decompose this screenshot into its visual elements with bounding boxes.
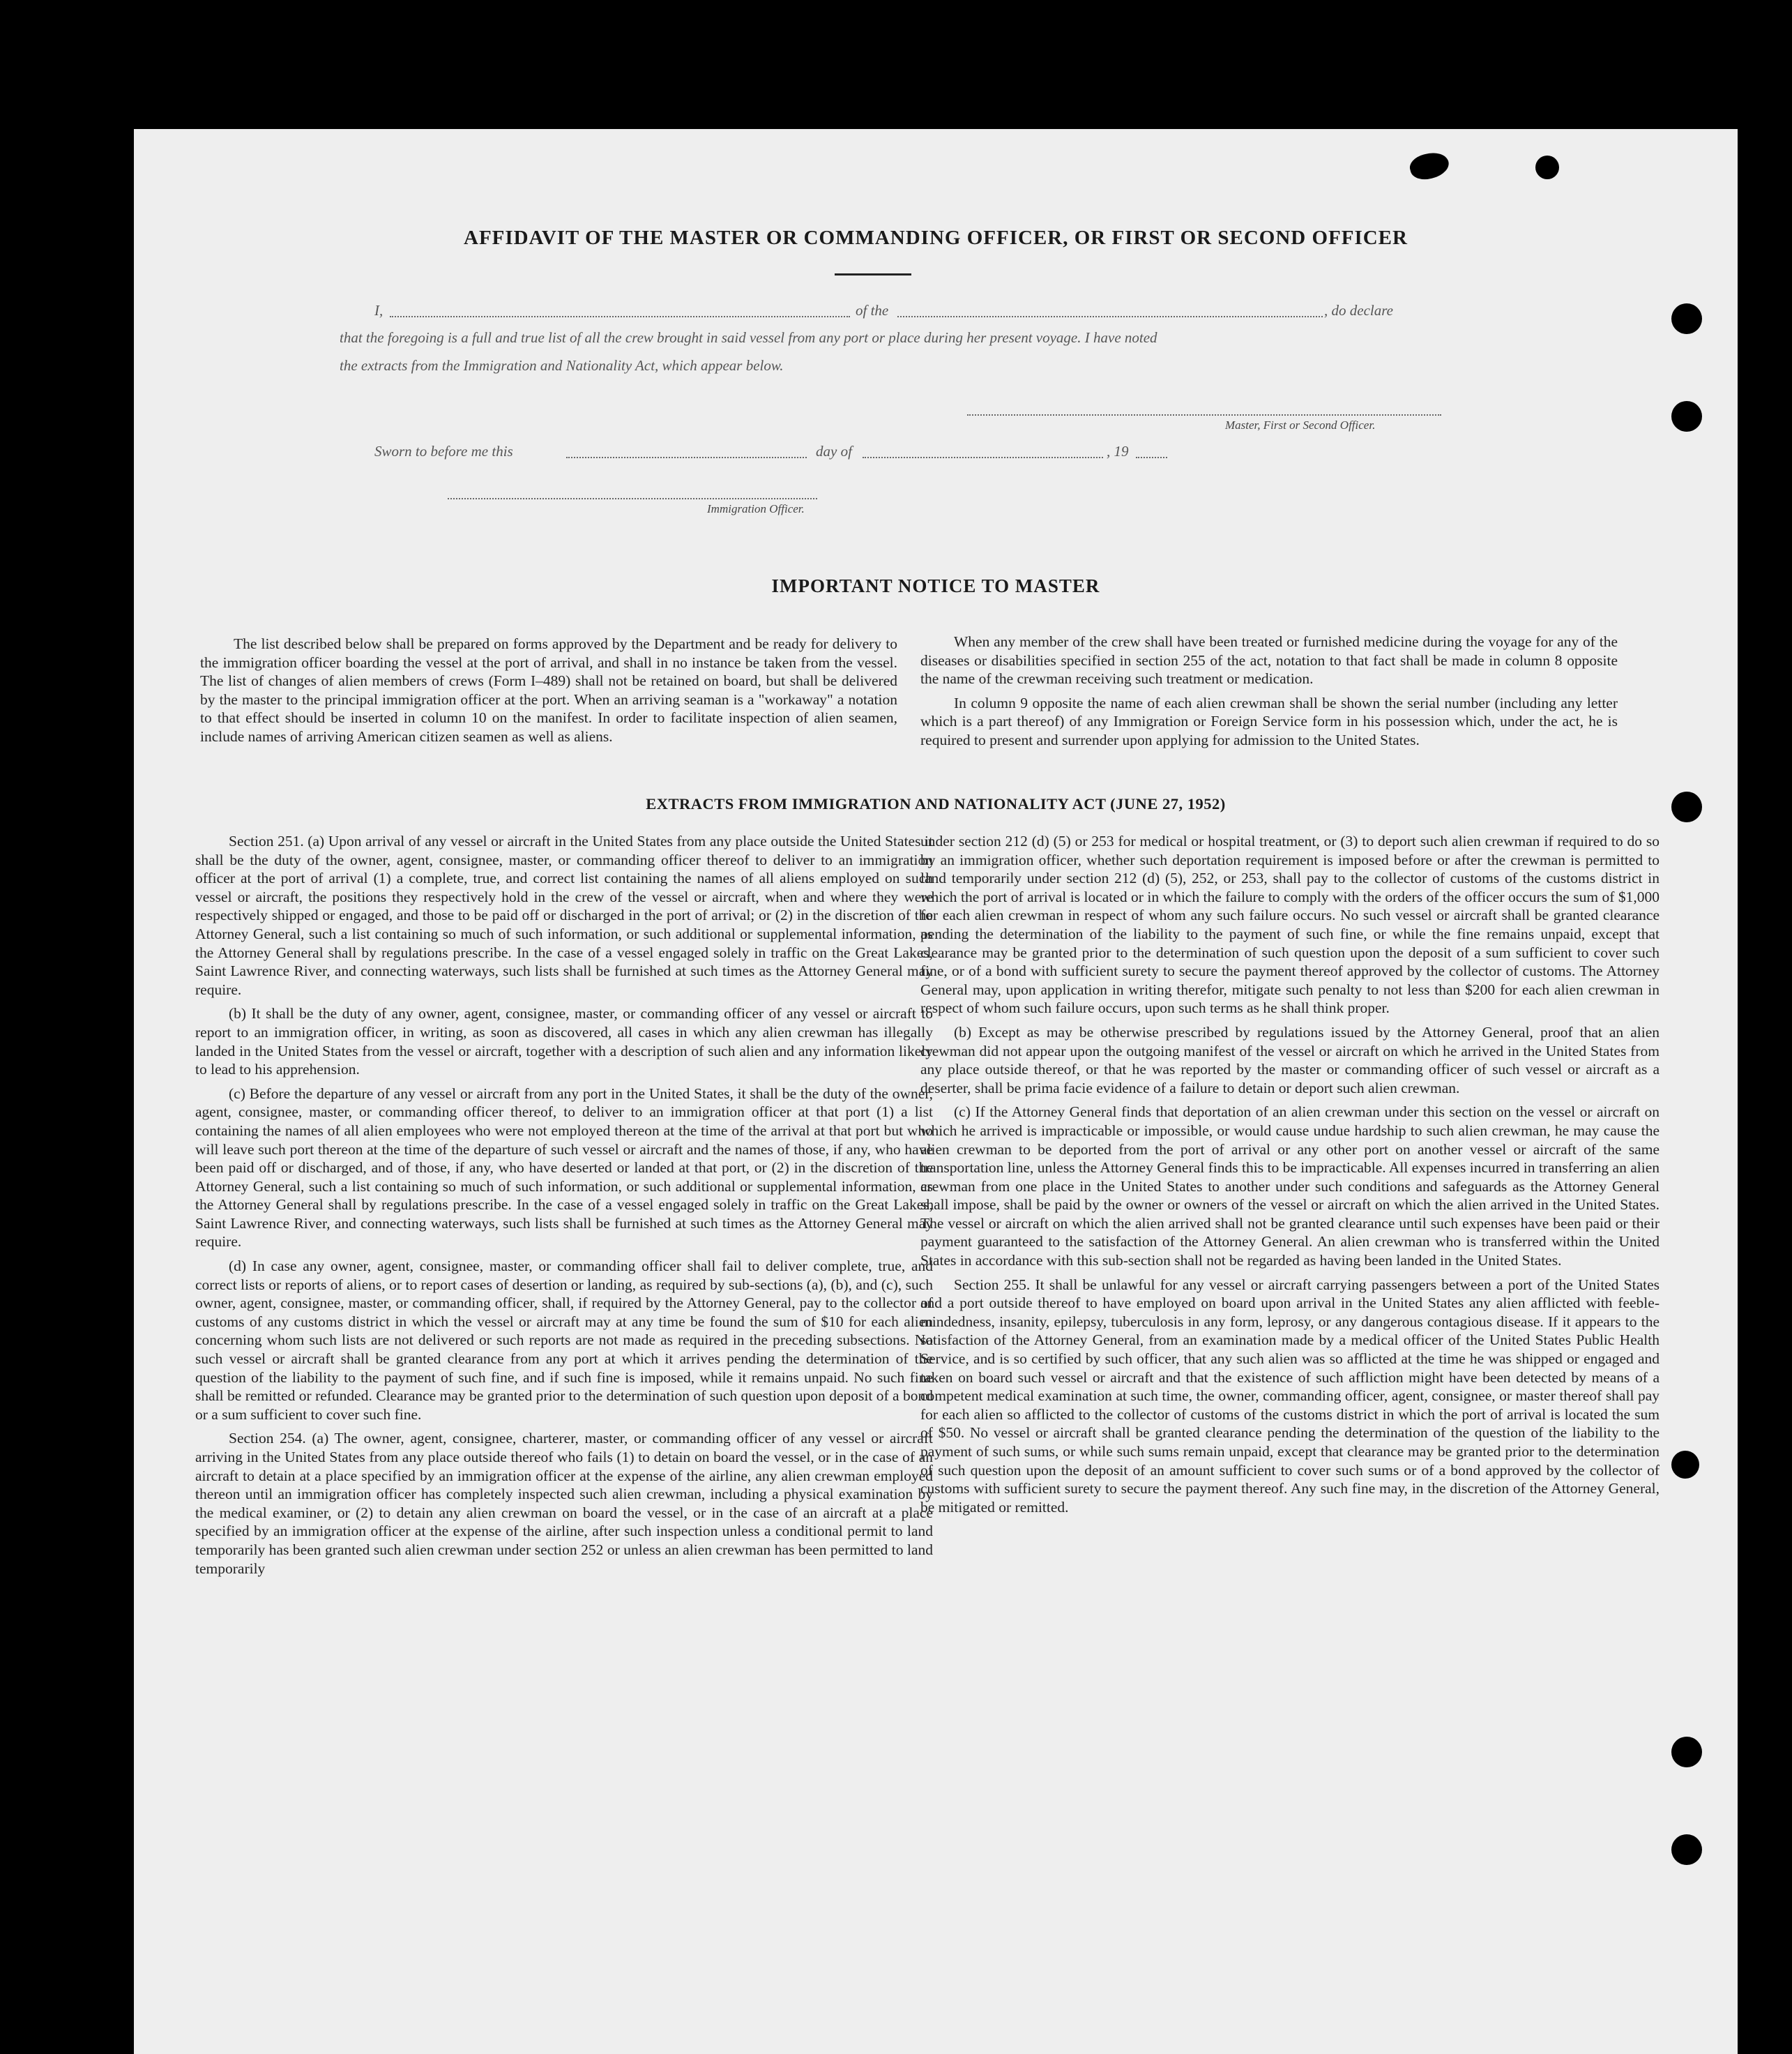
master-caption: Master, First or Second Officer. xyxy=(1225,418,1376,432)
notice-left xyxy=(200,635,897,752)
notice-right-paragraph-2: In column 9 opposite the name of each alien crewman shall be shown the serial number (including any letter which is a part thereof) of any Immigration or Foreign Service form in his possession which, under the act, he is required to present and surrender upon applying for admission to the United States. xyxy=(920,694,1618,748)
notice-right-paragraph-1: When any member of the crew shall have been treated or furnished medicine during the voyage for any of the diseases or disabilities specified in section 255 of the act, notation to that fact shall be made in column 8 opposite the name of the crewman receiving such treatment or medication. xyxy=(920,633,1618,688)
sworn-line xyxy=(374,443,1351,464)
declaration-line-1: that the foregoing is a full and true list of all the crew brought in said vessel from any port or place during her present voyage. I have noted xyxy=(340,329,1157,346)
section-254-c: (c) If the Attorney General finds that deportation of an alien crewman under this section on the vessel or aircraft on which he arrived is impracticable or impossible, or would cause undue hardship to such alien crewman, he may cause the alien crewman to be deported from the port of arrival or any other port on another vessel or aircraft of the same transportation line, unless the Attorney General finds this to be impracticable. All expenses incurred in transferring an alien crewman from one place in the United States to another under such conditions and safeguards as the Attorney General shall impose, shall be paid by the owner or owners of the vessel or aircraft on which the alien arrived in the United States. The vessel or aircraft on which the alien arrived shall not be granted clearance until such expenses have been paid or their payment guaranteed to the satisfaction of the Attorney General. An alien crewman who is transferred within the United States in accordance with this sub-section shall not be regarded as having been landed in the United States. xyxy=(920,1103,1660,1269)
section-254-b: (b) Except as may be otherwise prescribed by regulations issued by the Attorney General, proof that an alien crewman did not appear upon the outgoing manifest of the vessel or aircraft on which he arrived in the United States from any place outside thereof, or that he was reported by the master or commanding officer of such vessel or aircraft as a deserter, shall be prima facie evidence of a failure to detain or deport such alien crewman. xyxy=(920,1023,1660,1096)
document-page xyxy=(134,129,1738,2054)
declarant-line xyxy=(374,302,1588,323)
sworn-year-field[interactable] xyxy=(1136,443,1167,458)
year-label: , 19 xyxy=(1107,443,1129,460)
punch-hole xyxy=(1671,1737,1702,1767)
section-251-c: (c) Before the departure of any vessel or aircraft from any port in the United States, it shall be the duty of the owner, agent, consignee, master, or commanding officer thereof, to deliver to an immigration officer at that port (1) a list containing the names of all alien employees who were not employed thereon at the time of the arrival at that port but who will leave such port thereon at the time of the departure of such vessel or aircraft and the names of those, if any, who have been paid off or discharged, and of those, if any, who have deserted or landed at that port, or (2) in the discretion of the Attorney General, such a list containing so much of such information, or such additional or supplemental information, as the Attorney General shall by regulations prescribe. In the case of a vessel engaged solely in traffic on the Great Lakes, Saint Lawrence River, and connecting waterways, such lists shall be furnished at such times as the Attorney General may require. xyxy=(195,1085,933,1251)
notice-title: IMPORTANT NOTICE TO MASTER xyxy=(771,575,1100,596)
section-254-a-continued: under section 212 (d) (5) or 253 for medical or hospital treatment, or (3) to deport such alien crewman if required to do so by an immigration officer, whether such deportation requirement is imposed before or after the crewman is permitted to land temporarily under section 212 (d) (5), 252, or 253, shall pay to the collector of customs of the customs district in which the port of arrival is located or in which the failure to comply with the orders of the officer occurs the sum of $1,000 for each alien crewman in respect of whom any such failure occurs. No such vessel or aircraft shall be granted clearance pending the determination of the liability to the payment of such fine, or while the fine remains unpaid, except that clearance may be granted prior to the determination of such question upon the deposit of a sum sufficient to cover such fine, or of a bond with sufficient surety to secure the payment thereof approved by the collector of customs. The Attorney General may, upon application in writing therefor, mitigate such penalty to not less than $200 for each alien crewman in respect of whom such failure occurs, upon such terms as he shall think proper. xyxy=(920,833,1660,1017)
section-254-a: Section 254. (a) The owner, agent, consignee, charterer, master, or commanding officer of any vessel or aircraft arriving in the United States from any place outside thereof who fails (1) to detain on board the vessel, or in the case of an aircraft to detain at a place specified by an immigration officer at the expense of the airline, any alien crewman employed thereon until an immigration officer has completely inspected such alien crewman, including a physical examination by the medical examiner, or (2) to detain any alien crewman on board the vessel, or in the case of an aircraft at a place specified by an immigration officer at the expense of the airline, after such inspection unless a conditional permit to land temporarily has been granted such alien crewman under section 252 or unless an alien crewman has been permitted to land temporarily xyxy=(195,1430,933,1577)
punch-hole xyxy=(1671,1451,1699,1479)
extracts-title: EXTRACTS FROM IMMIGRATION AND NATIONALITY ACT (JUNE 27, 1952) xyxy=(646,795,1226,813)
master-signature-field[interactable] xyxy=(967,411,1441,416)
sworn-day-field[interactable] xyxy=(566,443,807,458)
punch-hole xyxy=(1671,303,1702,334)
do-declare-label: , do declare xyxy=(1324,302,1393,319)
section-251-d: (d) In case any owner, agent, consignee, master, or commanding officer shall fail to deliver complete, true, and correct lists or reports of aliens, or to report cases of desertion or landing, as required by sub-sections (a), (b), and (c), such owner, agent, consignee, master, or commanding officer, shall, if required by the Attorney General, pay to the collector of customs of any customs district in which the vessel or aircraft may at any time be found the sum of $10 for each alien concerning whom such lists are not delivered or such reports are not made as required in the preceding subsections. No such vessel or aircraft shall be granted clearance from any port at which it arrives pending the determination of the question of the liability to the payment of such fine, and if such fine is imposed, while it remains unpaid. No such fine shall be remitted or refunded. Clearance may be granted prior to the determination of such question upon deposit of a bond or a sum sufficient to cover such fine. xyxy=(195,1258,933,1423)
extracts-right-column xyxy=(920,832,1660,1522)
title-divider xyxy=(835,273,911,275)
i-label: I, xyxy=(374,302,384,319)
punch-hole xyxy=(1671,1834,1702,1865)
declarant-name-field[interactable] xyxy=(390,302,850,317)
sworn-month-field[interactable] xyxy=(863,443,1103,458)
section-251-a: Section 251. (a) Upon arrival of any vessel or aircraft in the United States from any place outside the United States it shall be the duty of the owner, agent, consignee, master, or commanding officer thereof to deliver to an immigration officer at the port of arrival (1) a complete, true, and correct list containing the names of all aliens employed on such vessel or aircraft, the positions they respectively hold in the crew of the vessel or aircraft, when and where they were respectively shipped or engaged, and those to be paid off or discharged in the port of arrival; or (2) in the discretion of the Attorney General, such a list containing so much of such information, or such additional or supplemental information, as the Attorney General shall by regulations prescribe. In the case of a vessel engaged solely in traffic on the Great Lakes, Saint Lawrence River, and connecting waterways, such lists shall be furnished at such times as the Attorney General may require. xyxy=(195,833,933,998)
day-of-label: day of xyxy=(816,443,852,460)
notice-left-paragraph: The list described below shall be prepared on forms approved by the Department and be ready for delivery to the immigration officer boarding the vessel at the port of arrival, and shall in no instance be taken from the vessel. The list of changes of alien members of crews (Form I–489) shall not be retained on board, but shall be delivered by the master to the principal immigration officer at the port. When an arriving seaman is a "workaway" a notation to that effect should be inserted in column 10 on the manifest. In order to facilitate inspection of alien seamen, include names of arriving American citizen seamen as well as aliens. xyxy=(200,635,897,745)
affidavit-title: AFFIDAVIT OF THE MASTER OR COMMANDING OFFICER, OR FIRST OR SECOND OFFICER xyxy=(464,227,1408,249)
section-255: Section 255. It shall be unlawful for any vessel or aircraft carrying passengers between a port of the United States and a port outside thereof to have employed on board upon arrival in the United States any alien afflicted with feeble-mindedness, insanity, epilepsy, tuberculosis in any form, leprosy, or any dangerous contagious disease. If it appears to the satisfaction of the Attorney General, from an examination made by a medical officer of the United States Public Health Service, and is so certified by such officer, that any such alien was so afflicted at the time he was shipped or engaged and taken on board such vessel or aircraft and that the existence of such affliction might have been detected by means of a competent medical examination at such time, the owner, commanding officer, agent, consignee, or master thereof shall pay for each alien so afflicted to the collector of customs of the customs district in which the port of arrival is located the sum of $50. No vessel or aircraft shall be granted clearance pending the determination of the question of the liability to the payment of such sums, or while such sums remain unpaid, except that clearance may be granted prior to the determination of such question upon the deposit of an amount sufficient to cover such sums or of a bond approved by the collector of customs with sufficient surety to secure the payment thereof. Any such fine may, in the discretion of the Attorney General, be mitigated or remitted. xyxy=(920,1276,1660,1516)
section-251-b: (b) It shall be the duty of any owner, agent, consignee, master, or commanding officer of any vessel or aircraft to report to an immigration officer, in writing, as soon as discovered, all cases in which any alien crewman has illegally landed in the United States from the vessel or aircraft, together with a description of such alien and any information likely to lead to his apprehension. xyxy=(195,1005,933,1078)
vessel-name-field[interactable] xyxy=(897,302,1323,317)
ink-blot xyxy=(1407,149,1451,183)
notice-right xyxy=(920,633,1618,755)
punch-hole xyxy=(1671,401,1702,432)
extracts-left-column xyxy=(195,832,933,1583)
immigration-signature-field[interactable] xyxy=(448,495,817,499)
of-the-label: of the xyxy=(856,302,889,319)
sworn-label: Sworn to before me this xyxy=(374,443,513,460)
declaration-line-2: the extracts from the Immigration and Nationality Act, which appear below. xyxy=(340,357,784,374)
immigration-caption: Immigration Officer. xyxy=(707,502,805,515)
punch-hole xyxy=(1535,156,1559,179)
